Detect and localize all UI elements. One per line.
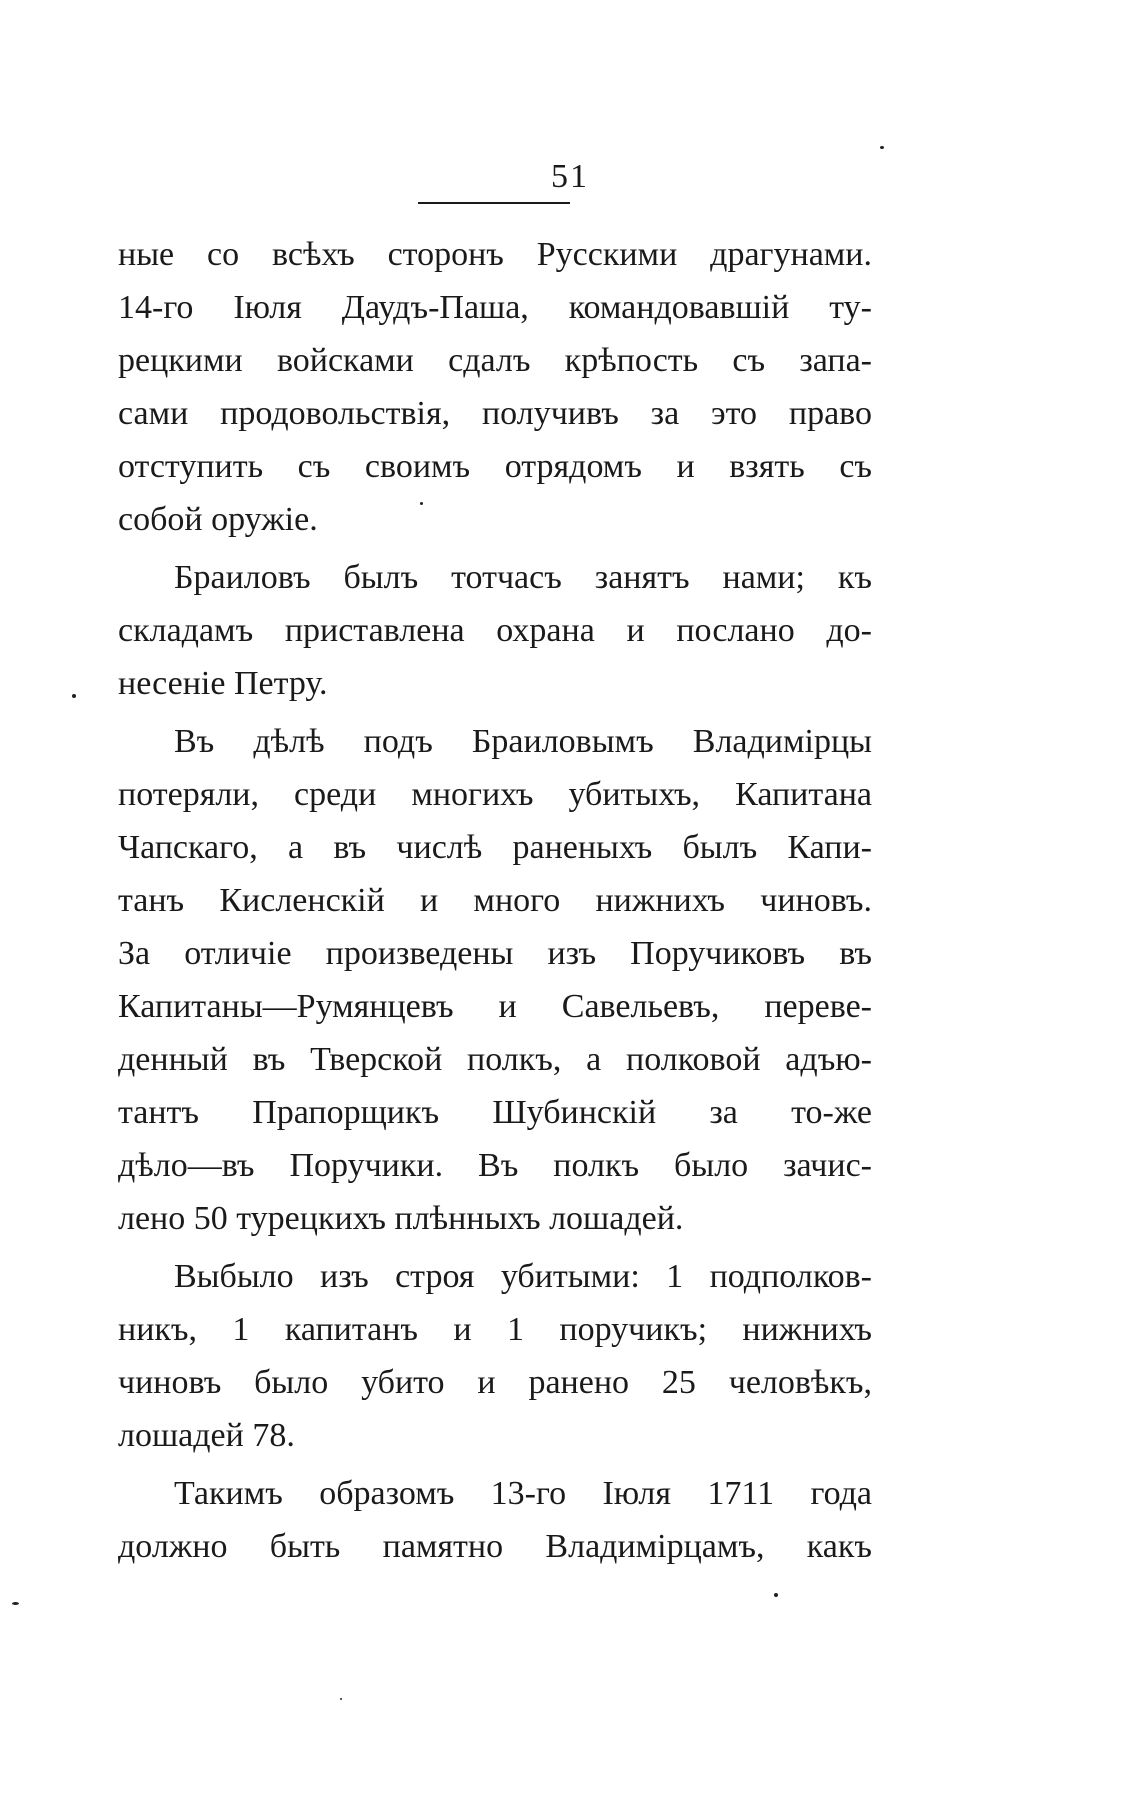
scan-speck xyxy=(72,694,76,698)
text-line: танъ Кисленскій и много нижнихъ чиновъ. xyxy=(118,882,872,919)
text-line: ные со всѣхъ сторонъ Русскими драгунами. xyxy=(118,236,872,273)
text-line: собой оружіе. xyxy=(118,501,318,538)
paragraph-2 xyxy=(118,551,872,710)
text-line: лошадей 78. xyxy=(118,1417,295,1454)
scan-speck xyxy=(420,502,423,505)
text-line: Выбыло изъ строя убитыми: 1 подполков- xyxy=(174,1258,872,1295)
text-line: Капитаны—Румянцевъ и Савельевъ, переве- xyxy=(118,988,872,1025)
text-line: дѣло—въ Поручики. Въ полкъ было зачис- xyxy=(118,1147,872,1184)
text-line: Чапскаго, а въ числѣ раненыхъ былъ Капи- xyxy=(118,829,872,866)
paragraph-5 xyxy=(118,1467,872,1573)
page-number-rule xyxy=(418,202,570,204)
text-line: потеряли, среди многихъ убитыхъ, Капитана xyxy=(118,776,872,813)
text-line: тантъ Прапорщикъ Шубинскій за то-же xyxy=(118,1094,872,1131)
scan-speck xyxy=(774,1593,778,1597)
text-line: Такимъ образомъ 13-го Іюля 1711 года xyxy=(174,1475,872,1512)
scan-speck xyxy=(880,146,884,149)
text-line: Браиловъ былъ тотчасъ занятъ нами; къ xyxy=(174,559,872,596)
text-line: лено 50 турецкихъ плѣнныхъ лошадей. xyxy=(118,1200,684,1237)
text-line: денный въ Тверской полкъ, а полковой адъю- xyxy=(118,1041,872,1078)
text-line: отступить съ своимъ отрядомъ и взять съ xyxy=(118,448,872,485)
text-line: никъ, 1 капитанъ и 1 поручикъ; нижнихъ xyxy=(118,1311,872,1348)
text-line: рецкими войсками сдалъ крѣпость съ запа- xyxy=(118,342,872,379)
paragraph-4 xyxy=(118,1250,872,1462)
text-line: 14-го Іюля Даудъ-Паша, командовавшій ту- xyxy=(118,289,872,326)
paragraph-1 xyxy=(118,228,872,546)
text-line: За отличіе произведены изъ Поручиковъ въ xyxy=(118,935,872,972)
text-line: Въ дѣлѣ подъ Браиловымъ Владимірцы xyxy=(174,723,872,760)
text-line: несеніе Петру. xyxy=(118,665,328,702)
text-body xyxy=(118,228,872,1573)
text-line: сами продовольствія, получивъ за это право xyxy=(118,395,872,432)
page-number: 51 xyxy=(551,158,589,195)
paragraph-3 xyxy=(118,715,872,1245)
scan-speck xyxy=(12,1602,19,1605)
scan-speck xyxy=(340,1698,342,1700)
text-line: должно быть памятно Владимірцамъ, какъ xyxy=(118,1528,872,1565)
text-line: чиновъ было убито и ранено 25 человѣкъ, xyxy=(118,1364,872,1401)
text-line: складамъ приставлена охрана и послано до- xyxy=(118,612,872,649)
